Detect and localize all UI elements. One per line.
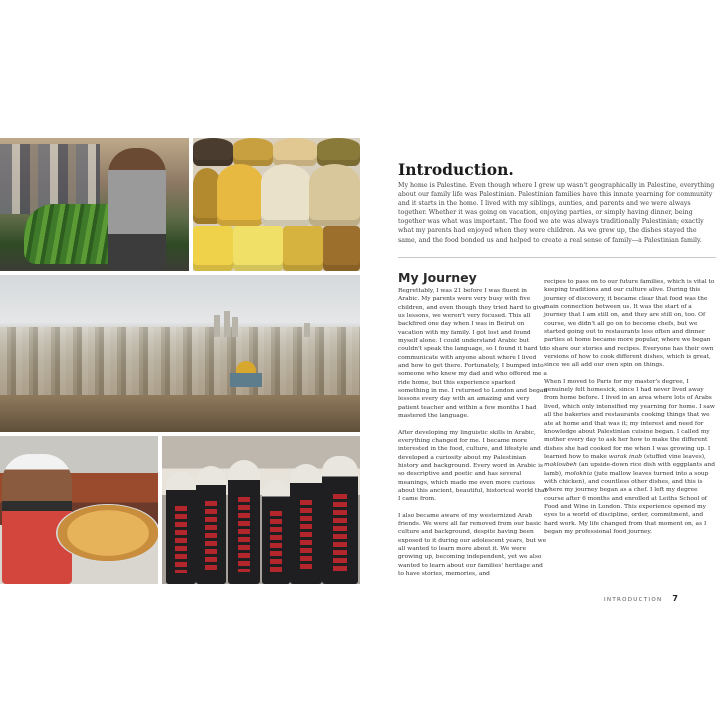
spice-sacks-photo — [193, 138, 360, 271]
jerusalem-skyline-photo — [0, 275, 360, 432]
intro-heading: Introduction. — [398, 160, 514, 179]
dish-term: warak inab — [608, 453, 642, 460]
paris-text-b: (stuffed vine leaves), — [642, 453, 706, 460]
journey-paragraph: Regrettably, I was 21 before I was fluent in Arabic. My parents were very busy with five children, and even though they tried hard to give us lessons, we weren't very focused. This all backfired one day when I was in Beirut on vacation with my family. I got lost and found myself alone. I could understand Arabic but couldn't speak the language, so I found it hard to communicate with anyone about where I lived and how to get there. Fortunately, I bumped into someone who knew my dad and who offered me a ride home, but this experience sparked something in me. I returned to London and began lessons every day with an amazing and very patient teacher and within a few months I had mastered the language. — [398, 288, 548, 420]
women-in-embroidered-dresses-photo — [162, 436, 360, 584]
dish-term: makloubeh — [544, 462, 577, 469]
section-divider — [398, 257, 716, 258]
dish-term: molokhia — [564, 470, 593, 477]
running-footer: INTRODUCTION — [604, 597, 663, 603]
market-stall-photo — [0, 138, 189, 271]
journey-paragraph: recipes to pass on to our future families, which is vital to keeping traditions and our culture alive. During this journey of discovery, it became clear that food was the main connection between us. It was the start of a journey that I am still on, and they are still on, too. Of course, we didn't all go on to become chefs, but we started going out to restaurants less often and dinner parties at home became more popular, where we began to share our stories and recipes. Everyone has their own versions of how to cook different dishes, which is great, since we all add our own spin on things. — [544, 279, 715, 369]
journey-paragraph: I also became aware of my westernized Arab friends. We were all far removed from our basic culture and background, despite having been exposed to it during our adolescent years, but we all wanted to learn more about it. We were growing up, becoming independent, yet we also wanted to learn about our families' heritage and to have stories, memories, and — [398, 512, 547, 577]
paris-text-d: (jute mallow leaves turned into a soup with chicken), and countless other dishes, and this is where my journey began as a chef. I left my degree course after 6 months and enrolled at Leiths School of Food and Wine in London. This experience opened my eyes to a world of discipline, order, commitment, and hard work. My life changed from that moment on, as I began my professional food journey. — [544, 470, 709, 535]
paris-text-a: When I moved to Paris for my master's degree, I genuinely felt homesick, since I had never lived away from home before. I lived in an area where lots of Arabs lived, which only intensified my yearning for home. I saw all the bakeries and restaurants cooking things that we ate at home and that was it; my interest and need for knowledge about Palestinian cuisine began. I called my mother every day to ask her how to make the different dishes she had cooked for me when I was growing up. I learned how to make — [544, 378, 715, 460]
journey-paragraph: After developing my linguistic skills in Arabic, everything changed for me. I became more interested in the food, culture, and lifestyle and developed a curiosity about my Palestinian history and background. Every word in Arabic is so descriptive and poetic and has several meanings, which made me even more curious about this ancient, beautiful, historical world that I came from. — [398, 429, 547, 503]
journey-heading: My Journey — [398, 270, 477, 285]
baker-with-tray-photo — [0, 436, 158, 584]
journey-column-left — [398, 287, 548, 586]
intro-paragraph: My home is Palestine. Even though where I grew up wasn't geographically in Palestine, everything about our family life was Palestinian. Palestinian families have this innate yearning for community and it starts in the home. I lived with my siblings, aunties, and parents and we were always together. Whether it was going on vacation, enjoying parties, or simply having dinner, being together was what was important. The food we ate was always traditionally Palestinian; exactly what my parents had enjoyed when they were children. As we grew up, the dishes stayed the same, and the food bonded us and helped to create a real sense of family—a Palestinian family. — [398, 182, 715, 244]
page-folio — [604, 594, 678, 603]
journey-column-right — [544, 278, 716, 544]
page-number: 7 — [672, 594, 678, 603]
paris-text-c: (an upside-down rice dish with eggplants and lamb), — [544, 462, 716, 477]
journey-paragraph-paris — [544, 378, 716, 537]
